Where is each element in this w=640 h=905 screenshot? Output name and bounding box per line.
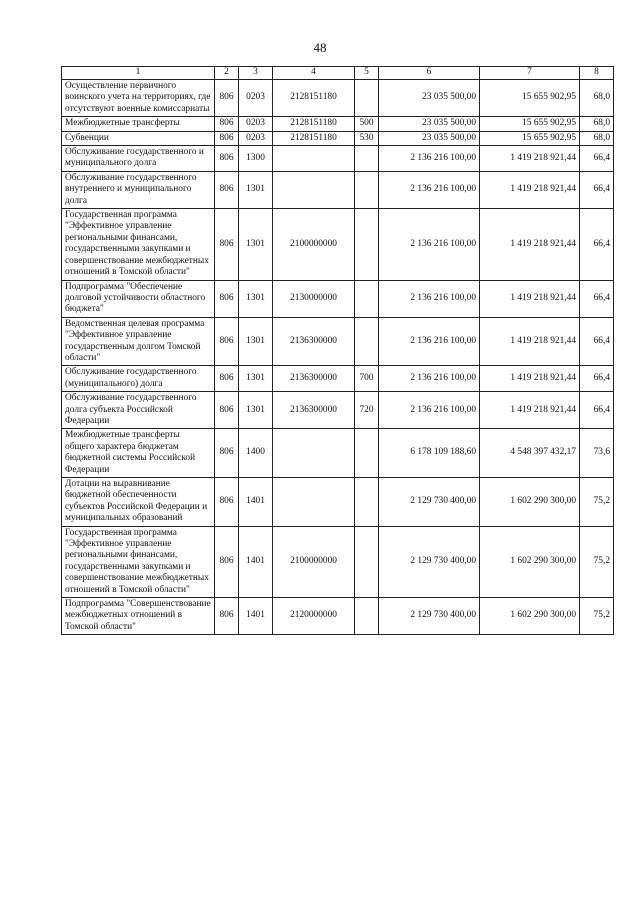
col-8-cell: 73,6 bbox=[580, 429, 614, 478]
table-row bbox=[62, 478, 614, 527]
row-name-cell: Обслуживание государственного внутреннего и муниципального долга bbox=[62, 171, 215, 208]
col-3-cell: 1401 bbox=[239, 598, 273, 635]
col-5-cell bbox=[355, 80, 379, 117]
col-8-cell: 66,4 bbox=[580, 317, 614, 366]
col-5-cell: 720 bbox=[355, 392, 379, 429]
column-header: 5 bbox=[355, 67, 379, 80]
col-8-cell: 68,0 bbox=[580, 131, 614, 145]
col-4-cell: 2136300000 bbox=[273, 366, 355, 392]
col-6-cell: 2 136 216 100,00 bbox=[379, 280, 480, 317]
col-6-cell: 2 136 216 100,00 bbox=[379, 392, 480, 429]
col-7-cell: 1 419 218 921,44 bbox=[480, 280, 580, 317]
col-8-cell: 66,4 bbox=[580, 366, 614, 392]
col-7-cell: 15 655 902,95 bbox=[480, 80, 580, 117]
col-4-cell bbox=[273, 146, 355, 172]
col-2-cell: 806 bbox=[215, 131, 239, 145]
table-row bbox=[62, 317, 614, 366]
table-row bbox=[62, 280, 614, 317]
column-header: 6 bbox=[379, 67, 480, 80]
col-5-cell bbox=[355, 598, 379, 635]
col-3-cell: 1401 bbox=[239, 526, 273, 597]
table-row bbox=[62, 392, 614, 429]
row-name-cell: Подпрограмма "Обеспечение долговой устойчивости областного бюджета" bbox=[62, 280, 215, 317]
col-8-cell: 68,0 bbox=[580, 80, 614, 117]
col-8-cell: 75,2 bbox=[580, 478, 614, 527]
col-2-cell: 806 bbox=[215, 598, 239, 635]
col-2-cell: 806 bbox=[215, 280, 239, 317]
col-3-cell: 1301 bbox=[239, 280, 273, 317]
col-7-cell: 4 548 397 432,17 bbox=[480, 429, 580, 478]
col-2-cell: 806 bbox=[215, 171, 239, 208]
row-name-cell: Межбюджетные трансферты bbox=[62, 117, 215, 131]
page-number: 48 bbox=[313, 40, 327, 55]
col-2-cell: 806 bbox=[215, 478, 239, 527]
table-row bbox=[62, 526, 614, 597]
col-5-cell bbox=[355, 280, 379, 317]
col-4-cell: 2120000000 bbox=[273, 598, 355, 635]
col-5-cell bbox=[355, 171, 379, 208]
col-4-cell: 2136300000 bbox=[273, 317, 355, 366]
col-5-cell bbox=[355, 478, 379, 527]
header-row bbox=[62, 67, 614, 80]
col-6-cell: 2 129 730 400,00 bbox=[379, 526, 480, 597]
col-3-cell: 0203 bbox=[239, 117, 273, 131]
col-2-cell: 806 bbox=[215, 209, 239, 280]
budget-table bbox=[61, 66, 614, 635]
col-3-cell: 1401 bbox=[239, 478, 273, 527]
row-name-cell: Межбюджетные трансферты общего характера бюджетам бюджетной системы Российской Федерации bbox=[62, 429, 215, 478]
table-row bbox=[62, 366, 614, 392]
col-7-cell: 1 602 290 300,00 bbox=[480, 478, 580, 527]
col-5-cell bbox=[355, 526, 379, 597]
col-3-cell: 1301 bbox=[239, 317, 273, 366]
row-name-cell: Обслуживание государственного долга субъекта Российской Федерации bbox=[62, 392, 215, 429]
row-name-cell: Субвенции bbox=[62, 131, 215, 145]
col-5-cell: 700 bbox=[355, 366, 379, 392]
column-header: 2 bbox=[215, 67, 239, 80]
col-4-cell: 2128151180 bbox=[273, 80, 355, 117]
col-3-cell: 1400 bbox=[239, 429, 273, 478]
row-name-cell: Дотации на выравнивание бюджетной обеспеченности субъектов Российской Федерации и муниципальных образований bbox=[62, 478, 215, 527]
col-7-cell: 1 419 218 921,44 bbox=[480, 171, 580, 208]
col-3-cell: 1301 bbox=[239, 392, 273, 429]
col-8-cell: 66,4 bbox=[580, 392, 614, 429]
table-row bbox=[62, 429, 614, 478]
col-5-cell bbox=[355, 209, 379, 280]
col-7-cell: 15 655 902,95 bbox=[480, 117, 580, 131]
col-7-cell: 1 602 290 300,00 bbox=[480, 526, 580, 597]
col-7-cell: 1 602 290 300,00 bbox=[480, 598, 580, 635]
col-8-cell: 66,4 bbox=[580, 209, 614, 280]
col-4-cell: 2136300000 bbox=[273, 392, 355, 429]
col-5-cell bbox=[355, 429, 379, 478]
col-3-cell: 1300 bbox=[239, 146, 273, 172]
col-5-cell bbox=[355, 146, 379, 172]
column-header: 8 bbox=[580, 67, 614, 80]
col-4-cell: 2130000000 bbox=[273, 280, 355, 317]
table-row bbox=[62, 146, 614, 172]
table-row bbox=[62, 598, 614, 635]
row-name-cell: Осуществление первичного воинского учета на территориях, где отсутствуют военные комиссариаты bbox=[62, 80, 215, 117]
table-row bbox=[62, 131, 614, 145]
col-2-cell: 806 bbox=[215, 366, 239, 392]
col-5-cell: 500 bbox=[355, 117, 379, 131]
col-3-cell: 1301 bbox=[239, 171, 273, 208]
table-row bbox=[62, 80, 614, 117]
col-7-cell: 1 419 218 921,44 bbox=[480, 209, 580, 280]
col-8-cell: 75,2 bbox=[580, 598, 614, 635]
col-6-cell: 23 035 500,00 bbox=[379, 117, 480, 131]
col-6-cell: 2 136 216 100,00 bbox=[379, 366, 480, 392]
column-header: 4 bbox=[273, 67, 355, 80]
col-6-cell: 2 136 216 100,00 bbox=[379, 171, 480, 208]
col-8-cell: 75,2 bbox=[580, 526, 614, 597]
col-4-cell: 2128151180 bbox=[273, 131, 355, 145]
row-name-cell: Обслуживание государственного и муниципального долга bbox=[62, 146, 215, 172]
col-6-cell: 23 035 500,00 bbox=[379, 131, 480, 145]
col-3-cell: 1301 bbox=[239, 209, 273, 280]
row-name-cell: Государственная программа "Эффективное управление региональными финансами, государственными закупками и совершенствование межбюджетных отношений в Томской области" bbox=[62, 209, 215, 280]
row-name-cell: Ведомственная целевая программа "Эффективное управление государственным долгом Томской области" bbox=[62, 317, 215, 366]
col-4-cell: 2100000000 bbox=[273, 526, 355, 597]
col-6-cell: 2 129 730 400,00 bbox=[379, 598, 480, 635]
col-4-cell bbox=[273, 171, 355, 208]
col-6-cell: 2 129 730 400,00 bbox=[379, 478, 480, 527]
col-2-cell: 806 bbox=[215, 317, 239, 366]
col-7-cell: 1 419 218 921,44 bbox=[480, 392, 580, 429]
col-2-cell: 806 bbox=[215, 526, 239, 597]
col-6-cell: 2 136 216 100,00 bbox=[379, 146, 480, 172]
col-4-cell: 2128151180 bbox=[273, 117, 355, 131]
col-6-cell: 23 035 500,00 bbox=[379, 80, 480, 117]
row-name-cell: Подпрограмма "Совершенствование межбюджетных отношений в Томской области" bbox=[62, 598, 215, 635]
col-4-cell bbox=[273, 478, 355, 527]
col-2-cell: 806 bbox=[215, 146, 239, 172]
col-2-cell: 806 bbox=[215, 117, 239, 131]
col-3-cell: 0203 bbox=[239, 80, 273, 117]
col-7-cell: 1 419 218 921,44 bbox=[480, 317, 580, 366]
col-8-cell: 68,0 bbox=[580, 117, 614, 131]
col-2-cell: 806 bbox=[215, 429, 239, 478]
col-7-cell: 1 419 218 921,44 bbox=[480, 366, 580, 392]
col-7-cell: 1 419 218 921,44 bbox=[480, 146, 580, 172]
col-8-cell: 66,4 bbox=[580, 146, 614, 172]
table-row bbox=[62, 117, 614, 131]
col-2-cell: 806 bbox=[215, 392, 239, 429]
column-header: 7 bbox=[480, 67, 580, 80]
col-5-cell: 530 bbox=[355, 131, 379, 145]
col-5-cell bbox=[355, 317, 379, 366]
table-row bbox=[62, 171, 614, 208]
col-4-cell bbox=[273, 429, 355, 478]
col-8-cell: 66,4 bbox=[580, 171, 614, 208]
col-4-cell: 2100000000 bbox=[273, 209, 355, 280]
col-7-cell: 15 655 902,95 bbox=[480, 131, 580, 145]
col-8-cell: 66,4 bbox=[580, 280, 614, 317]
col-6-cell: 2 136 216 100,00 bbox=[379, 209, 480, 280]
col-2-cell: 806 bbox=[215, 80, 239, 117]
col-6-cell: 2 136 216 100,00 bbox=[379, 317, 480, 366]
row-name-cell: Обслуживание государственного (муниципального) долга bbox=[62, 366, 215, 392]
column-header: 3 bbox=[239, 67, 273, 80]
row-name-cell: Государственная программа "Эффективное управление региональными финансами, государственными закупками и совершенствование межбюджетных отношений в Томской области" bbox=[62, 526, 215, 597]
col-6-cell: 6 178 109 188,60 bbox=[379, 429, 480, 478]
column-header: 1 bbox=[62, 67, 215, 80]
col-3-cell: 1301 bbox=[239, 366, 273, 392]
table-row bbox=[62, 209, 614, 280]
col-3-cell: 0203 bbox=[239, 131, 273, 145]
